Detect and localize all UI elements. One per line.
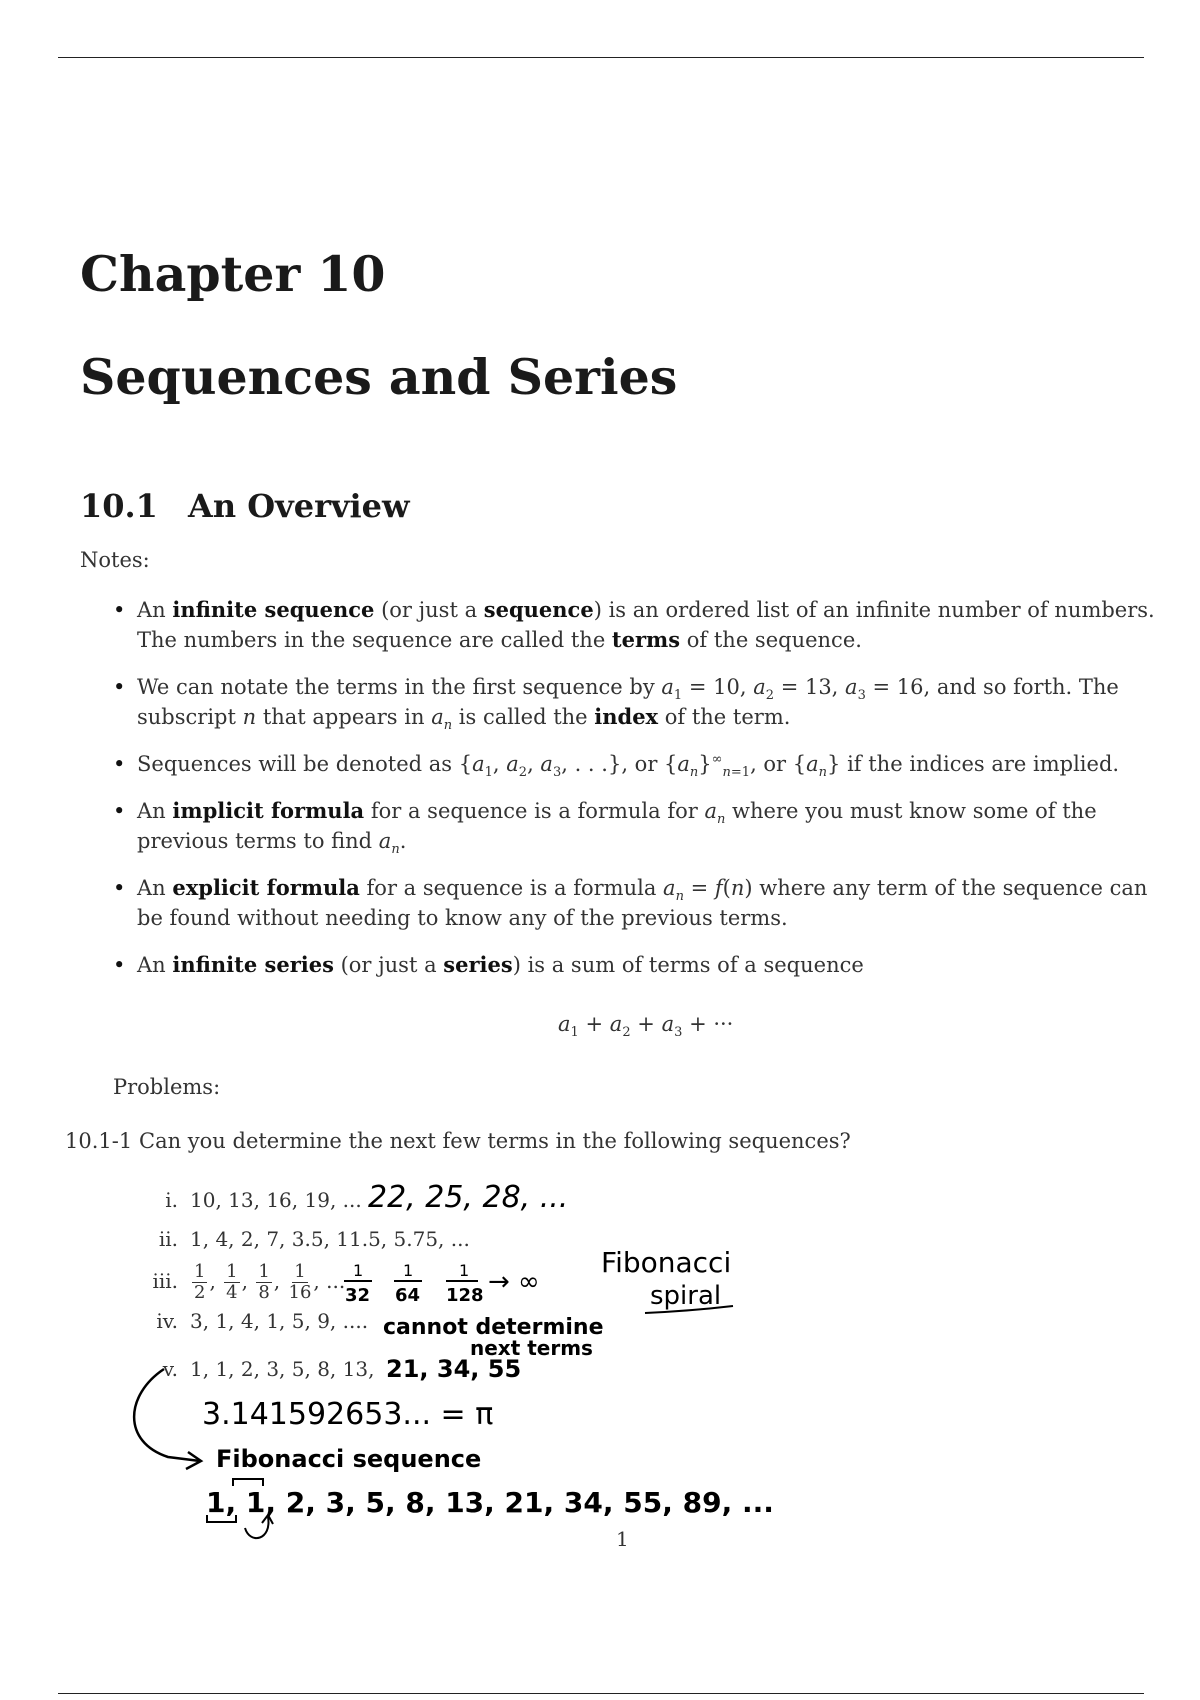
sequence-label: i. bbox=[165, 1188, 178, 1212]
hw-fraction bbox=[394, 1261, 422, 1306]
hw-fibonacci-spiral-line2: spiral bbox=[650, 1281, 722, 1311]
hw-fib-sequence-terms: 1, 1, 2, 3, 5, 8, 13, 21, 34, 55, 89, ... bbox=[206, 1486, 774, 1519]
sequence-fraction: $\frac{1}{8}$ bbox=[258, 1261, 270, 1303]
sequence-fraction: $\frac{1}{4}$ bbox=[226, 1261, 238, 1303]
bottom-rule bbox=[58, 1693, 1144, 1694]
sequence-fractions: $\frac{1}{2}$ , $\frac{1}{4}$ , $\frac{1}{8}$ , $\frac{1}{16}$ , ... bbox=[194, 1261, 346, 1303]
hw-fib-sequence-label: Fibonacci sequence bbox=[216, 1445, 482, 1473]
hw-fraction bbox=[344, 1261, 372, 1306]
hw-fraction-den: 32 bbox=[345, 1285, 371, 1306]
note-item: • An infinite sequence (or just a sequence) is an ordered list of an infinite number of numbers. The numbers in the sequence are called the terms of the sequence. bbox=[113, 595, 1167, 655]
note-item: • An explicit formula for a sequence is a formula $a_n = f(n)$ where any term of the sequence can be found without needing to know any of the previous terms. bbox=[113, 873, 1167, 933]
problem-number: 10.1-1 bbox=[65, 1129, 133, 1153]
hw-fraction-num: 1 bbox=[403, 1261, 414, 1280]
sequence-label: iii. bbox=[152, 1269, 178, 1293]
hw-fibonacci-spiral-line1: Fibonacci bbox=[601, 1246, 732, 1279]
hw-seq-v-answer: 21, 34, 55 bbox=[386, 1355, 522, 1383]
section-number: 10.1 bbox=[80, 487, 158, 525]
sequence-terms: 3, 1, 4, 1, 5, 9, .... bbox=[190, 1309, 369, 1333]
hw-curved-arrow bbox=[134, 1369, 200, 1461]
sequence-terms: 1, 4, 2, 7, 3.5, 11.5, 5.75, ... bbox=[190, 1227, 470, 1251]
hw-fraction-num: 1 bbox=[353, 1261, 364, 1280]
hw-fraction-den: 128 bbox=[446, 1285, 484, 1306]
hw-fraction-num: 1 bbox=[459, 1261, 470, 1280]
problems-label: Problems: bbox=[113, 1075, 221, 1099]
note-item: • We can notate the terms in the first sequence by $a_1 = 10$, $a_2 = 13$, $a_3 = 16$, and so forth. The subscript n that appears in $a_n$ is called the index of the term. bbox=[113, 672, 1167, 732]
hw-seq-iii-fractions bbox=[344, 1261, 484, 1306]
hw-seq-iv-note-line1: cannot determine bbox=[383, 1315, 604, 1340]
hw-seq-iv-note-line2: next terms bbox=[470, 1336, 593, 1360]
sequence-fraction: $\frac{1}{2}$ bbox=[194, 1261, 206, 1303]
sequence-terms: 1, 1, 2, 3, 5, 8, 13, bbox=[190, 1357, 375, 1381]
section-title: An Overview bbox=[188, 487, 410, 525]
hw-seq-i-answer: 22, 25, 28, ... bbox=[368, 1180, 569, 1215]
sequence-terms: 10, 13, 16, 19, ... bbox=[190, 1188, 362, 1212]
hw-pi-note: 3.141592653... = π bbox=[202, 1397, 494, 1432]
sequence-fraction: $\frac{1}{16}$ bbox=[288, 1261, 312, 1303]
notes-label: Notes: bbox=[80, 548, 150, 572]
hw-bracket-top bbox=[233, 1479, 263, 1486]
hw-fraction-den: 64 bbox=[395, 1285, 421, 1306]
hw-fraction bbox=[446, 1261, 484, 1306]
display-equation: $a_1 + a_2 + a_3$ + ··· bbox=[558, 1012, 734, 1041]
sequence-label: iv. bbox=[156, 1309, 178, 1333]
problem-text: Can you determine the next few terms in the following sequences? bbox=[139, 1129, 851, 1153]
note-item: • Sequences will be denoted as {$a_1$, $a_2$, $a_3$, . . .}, or $\{a_n\}^\infty_{n=1}$, or $\{a_n\}$ if the indices are implied. bbox=[113, 749, 1167, 779]
sequence-label: ii. bbox=[158, 1227, 178, 1251]
note-item: • An implicit formula for a sequence is a formula for $a_n$ where you must know some of the previous terms to find $a_n$. bbox=[113, 796, 1167, 856]
chapter-label: Chapter 10 bbox=[80, 245, 386, 303]
sequence-label: v. bbox=[162, 1357, 178, 1381]
page-number: 1 bbox=[616, 1527, 629, 1551]
hw-seq-iii-arrow: → ∞ bbox=[488, 1267, 540, 1297]
note-item: • An infinite series (or just a series) is a sum of terms of a sequence bbox=[113, 950, 1167, 980]
chapter-title: Sequences and Series bbox=[80, 348, 678, 406]
